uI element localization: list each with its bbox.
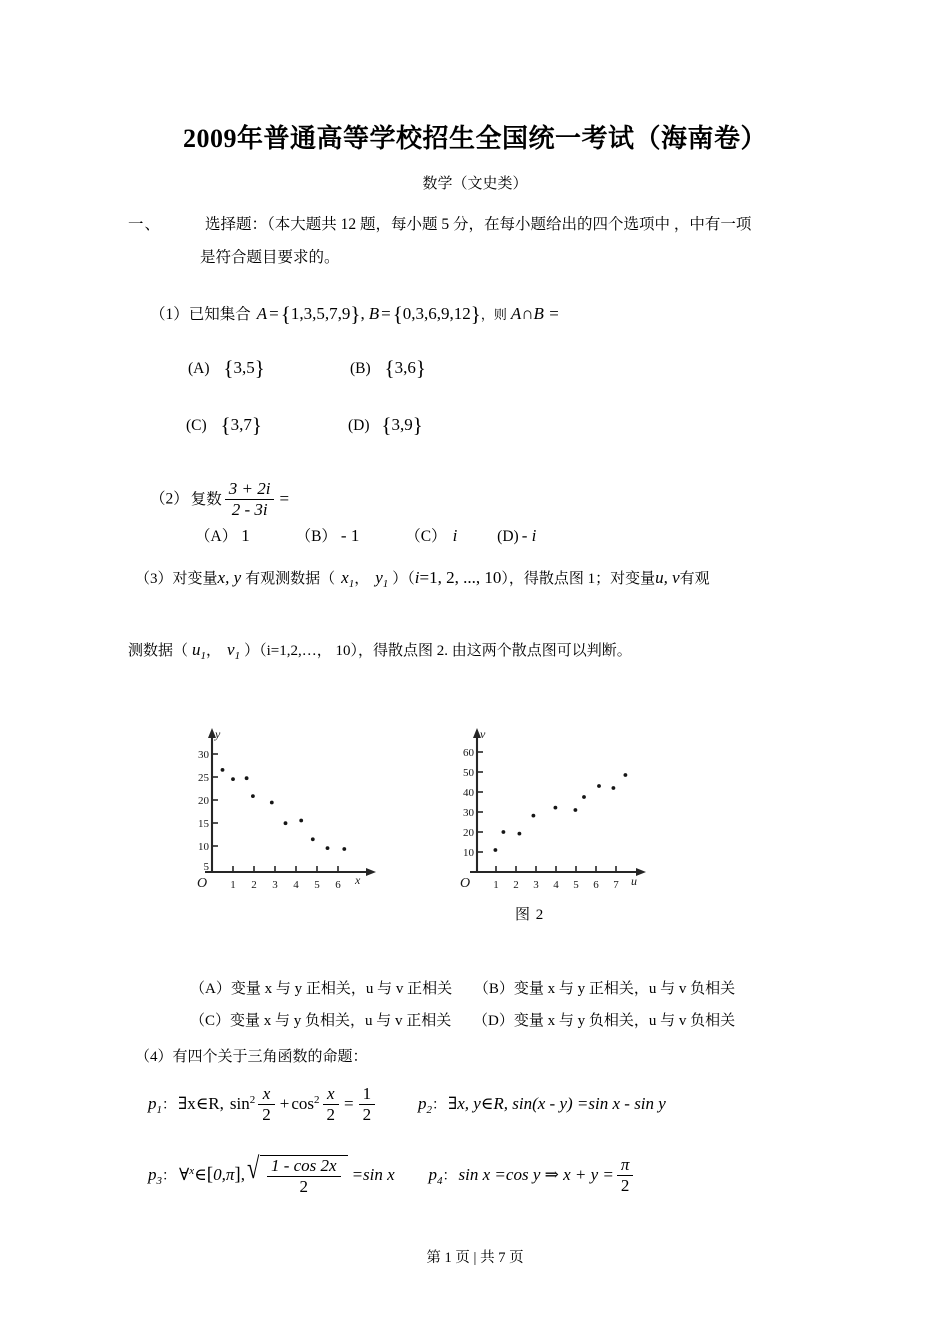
q2-fraction: [225, 479, 275, 519]
p3-radicand-den: 2: [299, 1176, 308, 1196]
q1-option-b-value: 3,6: [394, 358, 416, 377]
q3-line2-vsub: 1: [234, 650, 241, 662]
p1-quantifier: ∃x∈R,: [178, 1093, 224, 1113]
p1-arg-den-2: 2: [326, 1104, 336, 1124]
p2-text: ∃x, y∈R, sin(x - y) =sin x - sin y: [447, 1093, 666, 1113]
radical-icon: √: [246, 1152, 260, 1185]
p4-rhs-num: π: [617, 1155, 634, 1176]
q2-options-row: [195, 523, 536, 549]
q3-option-a[interactable]: （A）变量 x 与 y 正相关，u 与 v 正相关: [190, 981, 453, 997]
q1-set-a-eq: =: [269, 304, 279, 323]
p3-label: p: [148, 1164, 157, 1184]
q3-line1-vars: x, y: [217, 568, 242, 587]
q2-option-b[interactable]: [296, 528, 360, 545]
p2-colon: ：: [431, 1097, 446, 1113]
svg-text:4: 4: [293, 879, 299, 891]
section-number: 一、: [128, 216, 162, 233]
p4-sub: 4: [437, 1174, 443, 1187]
p3-interval: 0,π: [213, 1164, 235, 1184]
q1-number: （1）: [150, 306, 189, 323]
q3-line1-comma: ，: [354, 571, 370, 587]
brace-close-icon: }: [350, 302, 361, 326]
q3-line1-vars2: u, v: [655, 568, 680, 587]
p3-radicand-fraction: [267, 1156, 341, 1196]
svg-text:60: 60: [463, 747, 474, 759]
p4-rhs-fraction: [617, 1155, 634, 1195]
q2-number: （2）: [150, 490, 189, 508]
svg-text:4: 4: [553, 879, 559, 891]
q2-option-a-value: 1: [241, 526, 250, 545]
figure-2-caption: 图 2: [515, 907, 545, 923]
question-2: [150, 480, 291, 520]
brace-open-icon: {: [392, 302, 403, 326]
p1-arg-num: x: [258, 1084, 275, 1105]
p2-label: p: [417, 1093, 427, 1113]
scatter-plot-2-svg: [445, 726, 680, 901]
brace-open-icon: {: [381, 413, 392, 437]
svg-text:1: 1: [230, 879, 236, 891]
q1-comma: ,: [360, 304, 365, 323]
p1-arg-fraction-1: [258, 1084, 275, 1124]
q3-line1-e: 有观: [679, 571, 710, 587]
proposition-p3: [148, 1152, 399, 1196]
q3-line2-a: 测数据（: [128, 643, 189, 659]
q4-number: （4）: [135, 1049, 173, 1065]
q2-option-c-value: i: [452, 526, 458, 545]
q3-line2-v: v: [227, 640, 235, 659]
svg-text:3: 3: [533, 879, 539, 891]
question-3-line2: [128, 637, 632, 665]
q3-line1-ysub: 1: [382, 578, 389, 590]
svg-text:2: 2: [251, 879, 257, 891]
p1-cos: cos: [291, 1093, 315, 1113]
q1-expr-tail: A∩B =: [510, 304, 560, 323]
p1-label: p: [148, 1093, 157, 1113]
q3-option-c[interactable]: （C）变量 x 与 y 负相关，u 与 v 正相关: [190, 1013, 452, 1029]
svg-text:20: 20: [463, 827, 474, 839]
q4-propositions-row-2: [148, 1152, 636, 1197]
p4-rhs-den: 2: [620, 1175, 630, 1195]
q3-options-row-1: [190, 978, 735, 1001]
page-subtitle: 数学（文史类）: [422, 176, 528, 192]
q3-line1-d: ），得散点图 1；对变量: [501, 571, 656, 587]
question-3-line1: [135, 565, 710, 593]
q4-propositions-row-1: [148, 1085, 666, 1125]
bracket-open-icon: [: [206, 1163, 214, 1185]
q2-denominator: 2 - 3i: [231, 499, 268, 519]
q2-equals: =: [279, 488, 290, 508]
q3-line2-b: ）（i=1,2,…， 10），得散点图 2. 由这两个散点图可以判断。: [244, 643, 632, 659]
q3-line2-comma: ，: [206, 643, 222, 659]
q1-option-a-label: (A): [188, 360, 210, 377]
q2-option-c[interactable]: [405, 528, 457, 545]
question-1: [150, 298, 560, 331]
q2-option-a-label: （A）: [195, 528, 238, 545]
p1-sin: sin: [229, 1093, 250, 1113]
svg-text:6: 6: [335, 879, 341, 891]
q3-line1-a: 对变量: [172, 571, 218, 587]
p1-plus: +: [279, 1093, 290, 1113]
p3-comma: ,: [240, 1164, 245, 1184]
q1-option-b[interactable]: [350, 352, 426, 385]
svg-text:10: 10: [198, 841, 209, 853]
svg-text:v: v: [480, 727, 486, 741]
p3-var: x: [189, 1164, 195, 1177]
q2-option-b-value: - 1: [340, 526, 360, 545]
svg-text:u: u: [631, 874, 637, 888]
p3-equals-rhs: =sin x: [351, 1164, 395, 1184]
page-title: 2009年普通高等学校招生全国统一考试（海南卷）: [182, 124, 767, 153]
svg-text:2: 2: [513, 879, 519, 891]
p1-sin-exponent: 2: [249, 1093, 256, 1106]
p3-in: ∈: [194, 1164, 207, 1184]
svg-text:x: x: [355, 873, 361, 887]
q1-option-a-value: 3,5: [233, 358, 255, 377]
q3-line1-c: ）（: [392, 571, 415, 587]
q1-set-b-name: B: [368, 304, 380, 323]
svg-text:15: 15: [198, 818, 209, 830]
svg-text:O: O: [197, 876, 208, 891]
svg-text:10: 10: [463, 847, 474, 859]
svg-text:20: 20: [198, 795, 209, 807]
svg-text:6: 6: [593, 879, 599, 891]
q1-set-b-eq: =: [381, 304, 391, 323]
q1-option-d-value: 3,9: [391, 415, 413, 434]
p3-radicand-num: 1 - cos 2x: [267, 1156, 341, 1177]
svg-text:50: 50: [463, 767, 474, 779]
p1-colon: ：: [162, 1097, 176, 1113]
page-footer: 第 1 页 | 共 7 页: [426, 1250, 524, 1266]
q4-stem: 有四个关于三角函数的命题：: [172, 1049, 368, 1065]
brace-close-icon: }: [251, 413, 262, 437]
q3-line2-usub: 1: [200, 650, 207, 662]
q1-set-a-name: A: [256, 304, 268, 323]
q1-option-d[interactable]: [348, 409, 423, 442]
p1-sub: 1: [156, 1103, 162, 1116]
p4-colon: ：: [442, 1168, 457, 1184]
p4-label: p: [428, 1164, 438, 1184]
q1-then-text: ，则: [480, 307, 507, 322]
q3-line1-irange: =1, 2, ..., 10: [419, 568, 502, 587]
svg-text:30: 30: [463, 807, 474, 819]
brace-open-icon: {: [280, 302, 291, 326]
q3-option-b[interactable]: （B）变量 x 与 y 正相关，u 与 v 负相关: [473, 981, 736, 997]
p3-quantifier: ∀: [179, 1164, 190, 1184]
brace-open-icon: {: [223, 356, 234, 380]
scatter-plot-1: [185, 726, 400, 901]
p4-text: sin x =cos y ⇒ x + y =: [458, 1164, 614, 1184]
q2-option-d-label: (D): [497, 528, 519, 545]
proposition-p4: [428, 1155, 637, 1195]
brace-close-icon: }: [470, 302, 481, 326]
bracket-close-icon: ]: [234, 1163, 241, 1185]
section-heading: 选择题：（本大题共 12 题，每小题 5 分，在每小题给出的四个选项中 ，中有一项: [205, 216, 752, 233]
q1-option-c-value: 3,7: [230, 415, 252, 434]
p1-cos-exponent: 2: [314, 1093, 320, 1106]
svg-text:3: 3: [272, 879, 278, 891]
q2-stem-text: 复数: [190, 490, 222, 508]
p2-sub: 2: [426, 1103, 432, 1116]
q2-numerator: 3 + 2i: [225, 479, 275, 500]
q3-number: （3）: [135, 571, 173, 587]
p3-sub: 3: [156, 1174, 162, 1187]
section-heading-line2: 是符合题目要求的。: [200, 249, 340, 266]
question-4-stem: [135, 1046, 368, 1069]
brace-close-icon: }: [415, 356, 426, 380]
proposition-p1: [148, 1084, 382, 1124]
q1-option-a[interactable]: [188, 352, 265, 385]
q3-line1-b: 有观测数据（: [245, 571, 336, 587]
q3-line2-u: u: [192, 640, 201, 659]
q1-option-c[interactable]: [186, 409, 262, 442]
q3-line1-y: y: [375, 568, 383, 587]
q2-option-c-label: （C）: [405, 528, 447, 545]
p1-rhs-num: 1: [359, 1084, 376, 1105]
q1-set-a-elems: 1,3,5,7,9: [290, 304, 351, 323]
q3-line1-i: i: [414, 568, 420, 587]
brace-close-icon: }: [412, 413, 423, 437]
q2-option-d[interactable]: [497, 528, 536, 545]
svg-text:y: y: [215, 727, 221, 741]
p3-square-root: [246, 1152, 348, 1197]
scatter-plots-area: [0, 718, 950, 943]
p1-arg-den: 2: [262, 1104, 271, 1124]
q2-option-d-value: - i: [521, 526, 537, 545]
p3-colon: ：: [162, 1168, 176, 1184]
p1-rhs-fraction: [359, 1084, 376, 1124]
svg-text:5: 5: [573, 879, 579, 891]
svg-text:O: O: [460, 876, 471, 891]
svg-text:25: 25: [198, 772, 209, 784]
q1-stem-text: 已知集合: [188, 306, 251, 323]
q2-option-b-label: （B）: [295, 528, 337, 545]
q3-line1-xsub: 1: [348, 578, 355, 590]
svg-text:40: 40: [463, 787, 474, 799]
scatter-plot-2: [445, 726, 680, 901]
q3-option-d[interactable]: （D）变量 x 与 y 负相关，u 与 v 负相关: [473, 1013, 736, 1029]
q3-line1-x: x: [341, 568, 349, 587]
brace-close-icon: }: [254, 356, 265, 380]
svg-text:1: 1: [493, 879, 499, 891]
p1-arg-fraction-2: [323, 1084, 340, 1124]
p1-arg-num-2: x: [323, 1084, 340, 1105]
p1-equals: =: [344, 1093, 354, 1113]
proposition-p2: [417, 1093, 666, 1116]
brace-open-icon: {: [220, 413, 231, 437]
brace-open-icon: {: [384, 356, 395, 380]
svg-text:5: 5: [314, 879, 320, 891]
svg-text:7: 7: [613, 879, 619, 891]
q3-options-row-2: [190, 1010, 735, 1033]
q1-option-d-label: (D): [348, 417, 370, 434]
q2-option-a[interactable]: [195, 528, 250, 545]
q1-set-b-elems: 0,3,6,9,12: [402, 304, 471, 323]
q1-option-b-label: (B): [350, 360, 371, 377]
p1-rhs-den: 2: [362, 1104, 372, 1124]
svg-text:5: 5: [203, 861, 209, 873]
scatter-plot-1-svg: [185, 726, 400, 901]
svg-text:30: 30: [198, 749, 209, 761]
q1-option-c-label: (C): [186, 417, 207, 434]
